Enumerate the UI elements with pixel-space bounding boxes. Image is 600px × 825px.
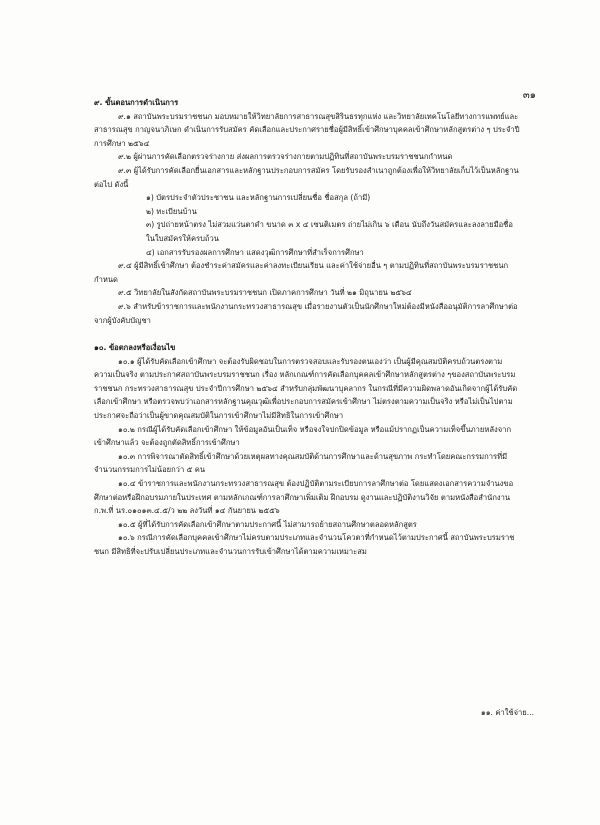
page-number: ๓๑ xyxy=(522,90,536,101)
sub-item-2: ๒) ทะเบียนบ้าน xyxy=(146,206,197,216)
item-9-6: ๙.๖ สำหรับข้าราชการและพนักงานกระทรวงสาธารณสุข เมื่อรายงานตัวเป็นนักศึกษาใหม่ต้องมีหนังสืออนุมัติการลาศึกษาต่อจากผู้บังคับบัญชา xyxy=(94,301,518,325)
item-10-6: ๑๐.๖ กรณีการคัดเลือกบุคคลเข้าศึกษาไม่ครบตามประเภทและจำนวนโควตาที่กำหนดไว้ตามประกาศนี้ สถาบันพระบรมราชชนก มีสิทธิที่จะปรับเปลี่ยนประเภทและจำนวนการรับเข้าศึกษาได้ตามความเหมาะสม xyxy=(94,533,515,556)
document-body xyxy=(94,96,520,559)
sub-item-3: ๓) รูปถ่ายหน้าตรง ไม่สวมแว่นตาดำ ขนาด ๓ x ๔ เซนติเมตร ถ่ายไม่เกิน ๖ เดือน นับถึงวันสมัครและลงลายมือชื่อในใบสมัครให้ครบถ้วน xyxy=(146,220,513,243)
section-9-title: ๙. ขั้นตอนการดำเนินการ xyxy=(94,98,179,107)
item-10-1: ๑๐.๑ ผู้ได้รับคัดเลือกเข้าศึกษา จะต้องรับผิดชอบในการตรวจสอบและรับรองตนเองว่า เป็นผู้มีคุณสมบัติครบถ้วนตรงตามความเป็นจริง ตามประกาศสถาบันพระบรมราชชนก เรื่อง หลักเกณฑ์การคัดเลือกบุคคลเข้าศึกษาหลักสูตรต่าง ๆของสถาบันพระบรมราชชนก กระทรวงสาธารณสุข ประจำปีการศึกษา ๒๕๖๔ สำหรับกลุ่มพัฒนาบุคลากร ในกรณีที่มีความผิดพลาดอันเกิดจากผู้ได้รับคัดเลือกเข้าศึกษา หรือตรวจพบว่าเอกสารหลักฐานคุณวุฒิเพื่อประกอบการสมัครเข้าศึกษา ไม่ตรงตามความเป็นจริง หรือไม่เป็นไปตามประกาศจะถือว่าเป็นผู้ขาดคุณสมบัติในการเข้าศึกษาไม่มีสิทธิในการเข้าศึกษา xyxy=(94,356,518,421)
item-10-2: ๑๐.๒ กรณีผู้ได้รับคัดเลือกเข้าศึกษา ให้ข้อมูลอันเป็นเท็จ หรือจงใจปกปิดข้อมูล หรือแม้ปรากฏเป็นความเท็จขึ้นภายหลังจากเข้าศึกษาแล้ว จะต้องถูกตัดสิทธิ์การเข้าศึกษา xyxy=(94,424,512,448)
item-10-5: ๑๐.๕ ผู้ที่ได้รับการคัดเลือกเข้าศึกษาตามประกาศนี้ ไม่สามารถย้ายสถานศึกษาตลอดหลักสูตร xyxy=(118,519,417,529)
item-9-4: ๙.๔ ผู้มีสิทธิ์เข้าศึกษา ต้องชำระค่าสมัครและค่าลงทะเบียนเรียน และค่าใช้จ่ายอื่น ๆ ตามปฏิทินที่สถาบันพระบรมราชชนกกำหนด xyxy=(94,261,509,284)
continuation-note: ๑๑. ค่าใช้จ่าย... xyxy=(480,708,534,717)
sub-item-4: ๔) เอกสารรับรองผลการศึกษา แสดงวุฒิการศึกษาที่สำเร็จการศึกษา xyxy=(146,247,364,257)
section-10-title: ๑๐. ข้อตกลงหรือเงื่อนไข xyxy=(94,343,176,353)
item-9-3: ๙.๓ ผู้ได้รับการคัดเลือกยื่นเอกสารและหลักฐานประกอบการสมัคร โดยรับรองสำเนาถูกต้องเพื่อให้วิทยาลัยเก็บไว้เป็นหลักฐานต่อไป ดังนี้ xyxy=(94,165,519,189)
item-9-2: ๙.๒ ผู้ผ่านการคัดเลือกตรวจร่างกาย ส่งผลการตรวจร่างกายตามปฏิทินที่สถาบันพระบรมราชชนกกำหนด xyxy=(118,152,453,162)
item-10-4: ๑๐.๔ ข้าราชการและพนักงานกระทรวงสาธารณสุข ต้องปฏิบัติตามระเบียบการลาศึกษาต่อ โดยแสดงเอกสารความจำนงขอศึกษาต่อหรือฝึกอบรมภายในประเทศ ตามหลักเกณฑ์การลาศึกษาเพิ่มเติม ฝึกอบรม ดูงานและปฏิบัติงานวิจัย ตามหนังสือสำนักงาน ก.พ.ที่ นร.๐๑๐๑๓.๔.๕/ว ๒๒ ลงวันที่ ๑๔ กันยายน ๒๕๕๖ xyxy=(94,479,514,516)
item-10-3: ๑๐.๓ การพิจารณาตัดสิทธิ์เข้าศึกษาด้วยเหตุผลทางคุณสมบัติด้านการศึกษาและด้านสุขภาพ กระทำโดยคณะกรรมการที่มีจำนวนกรรมการไม่น้อยกว่า ๕ คน xyxy=(94,451,508,475)
sub-item-1: ๑) บัตรประจำตัวประชาชน และหลักฐานการเปลี่ยนชื่อ ชื่อสกุล (ถ้ามี) xyxy=(146,193,371,203)
item-9-5: ๙.๕ วิทยาลัยในสังกัดสถาบันพระบรมราชชนก เปิดภาคการศึกษา วันที่ ๒๑ มิถุนายน ๒๕๖๔ xyxy=(118,288,412,298)
item-9-1: ๙.๑ สถาบันพระบรมราชชนก มอบหมายให้วิทยาลัยการสาธารณสุขสิรินธรทุกแห่ง และวิทยาลัยเทคโนโลยีทางการแพทย์และสาธารณสุข กาญจนาภิเษก ดำเนินการรับสมัคร คัดเลือกและประกาศรายชื่อผู้มีสิทธิ์เข้าศึกษาบุคคลเข้าศึกษาหลักสูตรต่าง ๆ ประจำปีการศึกษา ๒๕๖๔ xyxy=(94,111,520,148)
